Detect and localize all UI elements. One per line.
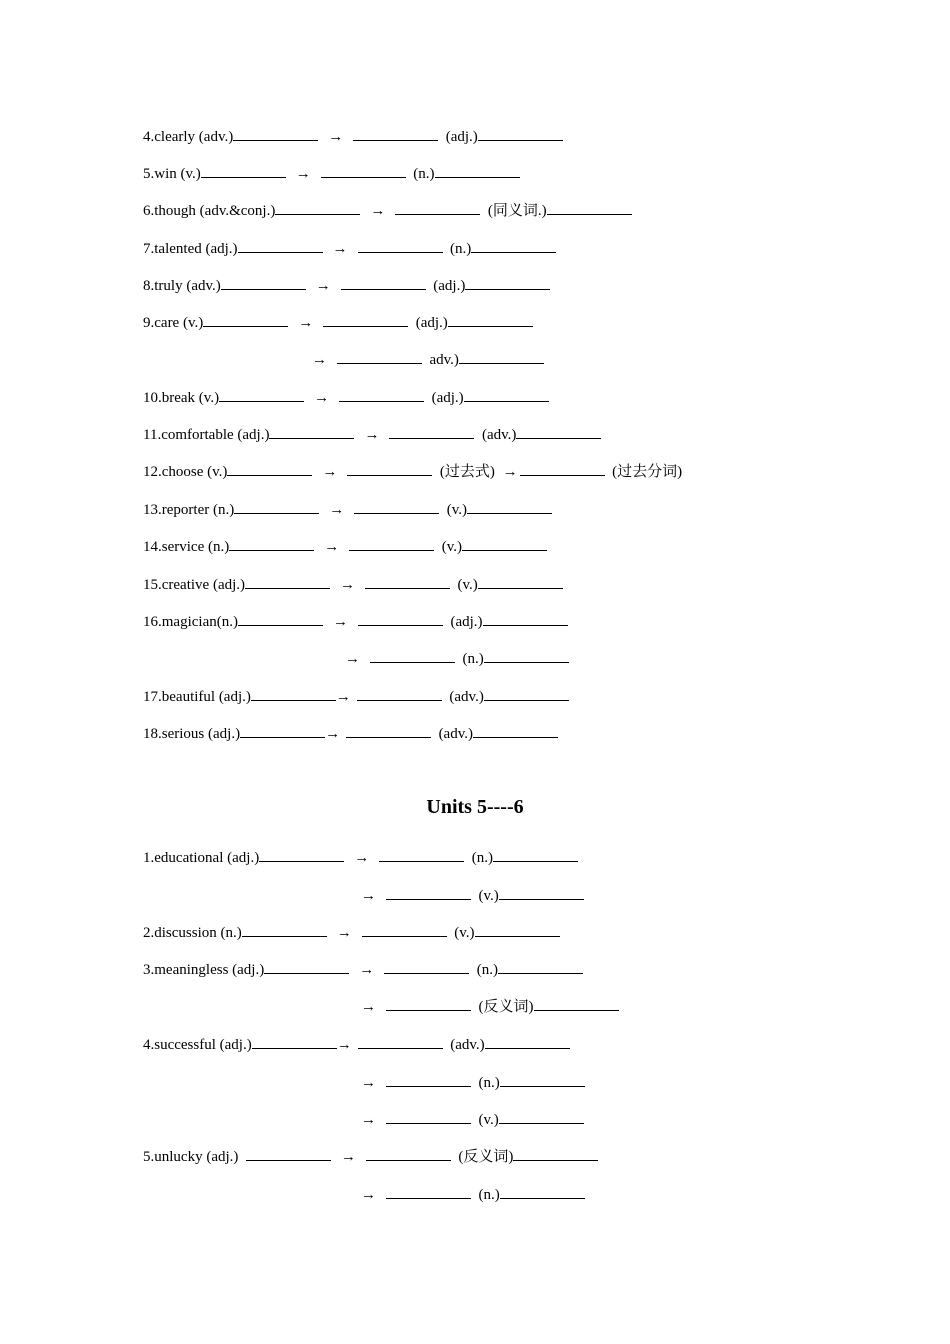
source-word: 17.beautiful (adj.) (143, 689, 251, 705)
source-word: 4.clearly (adv.) (143, 129, 234, 145)
pos-tag: (反义词) (458, 1149, 514, 1165)
answer-blank[interactable] (386, 1109, 471, 1124)
exercise-row (143, 922, 560, 942)
source-word: 10.break (v.) (143, 390, 220, 406)
answer-blank[interactable] (389, 424, 474, 439)
pos-tag: (adj.) (431, 390, 464, 406)
answer-blank[interactable] (219, 387, 304, 402)
source-word: 12.choose (v.) (143, 464, 228, 480)
answer-blank[interactable] (353, 126, 438, 141)
answer-blank[interactable] (341, 275, 426, 290)
answer-blank[interactable] (484, 686, 569, 701)
answer-blank[interactable] (547, 200, 632, 215)
pos-tag: (n.) (478, 1187, 500, 1203)
exercise-row (143, 499, 552, 519)
answer-blank[interactable] (233, 126, 318, 141)
pos-tag: (过去分词) (612, 464, 683, 480)
answer-blank[interactable] (251, 686, 336, 701)
pos-tag: (v.) (457, 577, 478, 593)
answer-blank[interactable] (395, 200, 480, 215)
answer-blank[interactable] (459, 349, 544, 364)
answer-blank[interactable] (229, 536, 314, 551)
source-word: 5.win (v.) (143, 166, 201, 182)
exercise-row (143, 126, 563, 146)
answer-blank[interactable] (246, 1146, 331, 1161)
answer-blank[interactable] (259, 847, 344, 862)
pos-tag: (adv.) (450, 1037, 485, 1053)
answer-blank[interactable] (386, 996, 471, 1011)
arrow-icon: → (361, 1187, 376, 1203)
answer-blank[interactable] (221, 275, 306, 290)
pos-tag: (adj.) (445, 129, 478, 145)
answer-blank[interactable] (484, 648, 569, 663)
pos-tag: (adv.) (449, 689, 484, 705)
answer-blank[interactable] (234, 499, 319, 514)
exercise-row (351, 996, 619, 1016)
answer-blank[interactable] (227, 461, 312, 476)
arrow-icon: → (312, 352, 327, 368)
answer-blank[interactable] (238, 238, 323, 253)
answer-blank[interactable] (493, 847, 578, 862)
answer-blank[interactable] (520, 461, 605, 476)
answer-blank[interactable] (499, 885, 584, 900)
source-word: 9.care (v.) (143, 315, 204, 331)
answer-blank[interactable] (339, 387, 424, 402)
answer-blank[interactable] (365, 574, 450, 589)
arrow-icon: → (329, 502, 345, 518)
arrow-icon: → (295, 166, 311, 182)
source-word: 16.magician(n.) (143, 614, 238, 630)
arrow-icon: → (345, 651, 360, 667)
arrow-icon: → (502, 464, 518, 480)
answer-blank[interactable] (386, 1072, 471, 1087)
pos-tag: (v.) (478, 1112, 499, 1128)
exercise-row (302, 349, 544, 369)
answer-blank[interactable] (462, 536, 547, 551)
source-word: 5.unlucky (adj.) (143, 1149, 239, 1165)
exercise-row (351, 1184, 585, 1204)
source-word: 8.truly (adv.) (143, 278, 221, 294)
answer-blank[interactable] (252, 1034, 337, 1049)
source-word: 6.though (adv.&conj.) (143, 203, 276, 219)
answer-blank[interactable] (245, 574, 330, 589)
answer-blank[interactable] (534, 996, 619, 1011)
arrow-icon: → (325, 726, 341, 742)
arrow-icon: → (361, 999, 376, 1015)
answer-blank[interactable] (435, 163, 520, 178)
arrow-icon: → (364, 427, 380, 443)
pos-tag: (v.) (454, 925, 475, 941)
exercise-row (143, 238, 556, 258)
exercise-row (351, 1072, 585, 1092)
pos-tag: (adj.) (415, 315, 448, 331)
source-word: 11.comfortable (adj.) (143, 427, 270, 443)
source-word: 2.discussion (n.) (143, 925, 242, 941)
pos-tag: (n.) (476, 962, 498, 978)
answer-blank[interactable] (362, 922, 447, 937)
source-word: 13.reporter (n.) (143, 502, 235, 518)
arrow-icon: → (324, 539, 340, 555)
arrow-icon: → (340, 577, 356, 593)
answer-blank[interactable] (464, 387, 549, 402)
exercise-row (143, 424, 601, 444)
answer-blank[interactable] (242, 922, 327, 937)
answer-blank[interactable] (386, 885, 471, 900)
answer-blank[interactable] (513, 1146, 598, 1161)
pos-tag: (adv.) (438, 726, 473, 742)
answer-blank[interactable] (238, 611, 323, 626)
pos-tag: (n.) (450, 241, 472, 257)
answer-blank[interactable] (337, 349, 422, 364)
exercise-row (143, 275, 550, 295)
answer-blank[interactable] (240, 723, 325, 738)
answer-blank[interactable] (358, 1034, 443, 1049)
arrow-icon: → (298, 315, 314, 331)
answer-blank[interactable] (358, 238, 443, 253)
answer-blank[interactable] (473, 723, 558, 738)
pos-tag: (n.) (413, 166, 435, 182)
exercise-row (143, 1034, 570, 1054)
answer-blank[interactable] (203, 312, 288, 327)
answer-blank[interactable] (264, 959, 349, 974)
answer-blank[interactable] (475, 922, 560, 937)
source-word: 18.serious (adj.) (143, 726, 241, 742)
exercise-row (335, 648, 569, 668)
answer-blank[interactable] (354, 499, 439, 514)
arrow-icon: → (328, 129, 344, 145)
arrow-icon: → (359, 962, 375, 978)
exercise-row (143, 200, 632, 220)
arrow-icon: → (322, 464, 338, 480)
answer-blank[interactable] (465, 275, 550, 290)
answer-blank[interactable] (357, 686, 442, 701)
answer-blank[interactable] (269, 424, 354, 439)
arrow-icon: → (335, 689, 351, 705)
answer-blank[interactable] (346, 723, 431, 738)
arrow-icon: → (361, 1075, 376, 1091)
answer-blank[interactable] (384, 959, 469, 974)
arrow-icon: → (336, 1037, 352, 1053)
exercise-row (143, 1146, 598, 1166)
exercise-row (143, 574, 563, 594)
source-word: 14.service (n.) (143, 539, 230, 555)
answer-blank[interactable] (201, 163, 286, 178)
pos-tag: (同义词.) (487, 203, 547, 219)
arrow-icon: → (332, 614, 348, 630)
pos-tag: (n.) (478, 1075, 500, 1091)
answer-blank[interactable] (366, 1146, 451, 1161)
answer-blank[interactable] (323, 312, 408, 327)
answer-blank[interactable] (321, 163, 406, 178)
answer-blank[interactable] (467, 499, 552, 514)
pos-tag: (n.) (471, 850, 493, 866)
arrow-icon: → (370, 203, 386, 219)
answer-blank[interactable] (500, 1072, 585, 1087)
pos-tag: (v.) (441, 539, 462, 555)
answer-blank[interactable] (349, 536, 434, 551)
arrow-icon: → (332, 241, 348, 257)
exercise-row (143, 686, 569, 706)
exercise-row (143, 723, 558, 743)
answer-blank[interactable] (471, 238, 556, 253)
source-word: 1.educational (adj.) (143, 850, 260, 866)
arrow-icon: → (361, 888, 376, 904)
answer-blank[interactable] (370, 648, 455, 663)
arrow-icon: → (315, 278, 331, 294)
answer-blank[interactable] (483, 611, 568, 626)
exercise-row (351, 1109, 584, 1129)
pos-tag: (adj.) (450, 614, 483, 630)
answer-blank[interactable] (499, 1109, 584, 1124)
arrow-icon: → (340, 1149, 356, 1165)
answer-blank[interactable] (379, 847, 464, 862)
exercise-row (143, 611, 568, 631)
exercise-row (143, 959, 583, 979)
arrow-icon: → (354, 850, 370, 866)
answer-blank[interactable] (485, 1034, 570, 1049)
source-word: 4.successful (adj.) (143, 1037, 252, 1053)
section-heading: Units 5----6 (426, 796, 524, 818)
pos-tag: (过去式) (439, 464, 495, 480)
source-word: 7.talented (adj.) (143, 241, 238, 257)
answer-blank[interactable] (516, 424, 601, 439)
pos-tag: (v.) (446, 502, 467, 518)
exercise-row (143, 461, 682, 481)
answer-blank[interactable] (478, 574, 563, 589)
exercise-row (143, 312, 533, 332)
answer-blank[interactable] (448, 312, 533, 327)
pos-tag: (adv.) (481, 427, 517, 443)
arrow-icon: → (314, 390, 330, 406)
answer-blank[interactable] (478, 126, 563, 141)
arrow-icon: → (336, 925, 352, 941)
answer-blank[interactable] (386, 1184, 471, 1199)
pos-tag: (反义词) (478, 999, 534, 1015)
answer-blank[interactable] (498, 959, 583, 974)
exercise-row (143, 387, 549, 407)
source-word: 3.meaningless (adj.) (143, 962, 265, 978)
exercise-row (351, 885, 584, 905)
pos-tag: adv.) (429, 352, 459, 368)
pos-tag: (v.) (478, 888, 499, 904)
exercise-row (143, 536, 547, 556)
pos-tag: (n.) (462, 651, 484, 667)
arrow-icon: → (361, 1112, 376, 1128)
answer-blank[interactable] (275, 200, 360, 215)
answer-blank[interactable] (347, 461, 432, 476)
exercise-row (143, 847, 578, 867)
pos-tag: (adj.) (433, 278, 466, 294)
answer-blank[interactable] (500, 1184, 585, 1199)
exercise-row (143, 163, 520, 183)
source-word: 15.creative (adj.) (143, 577, 246, 593)
answer-blank[interactable] (358, 611, 443, 626)
